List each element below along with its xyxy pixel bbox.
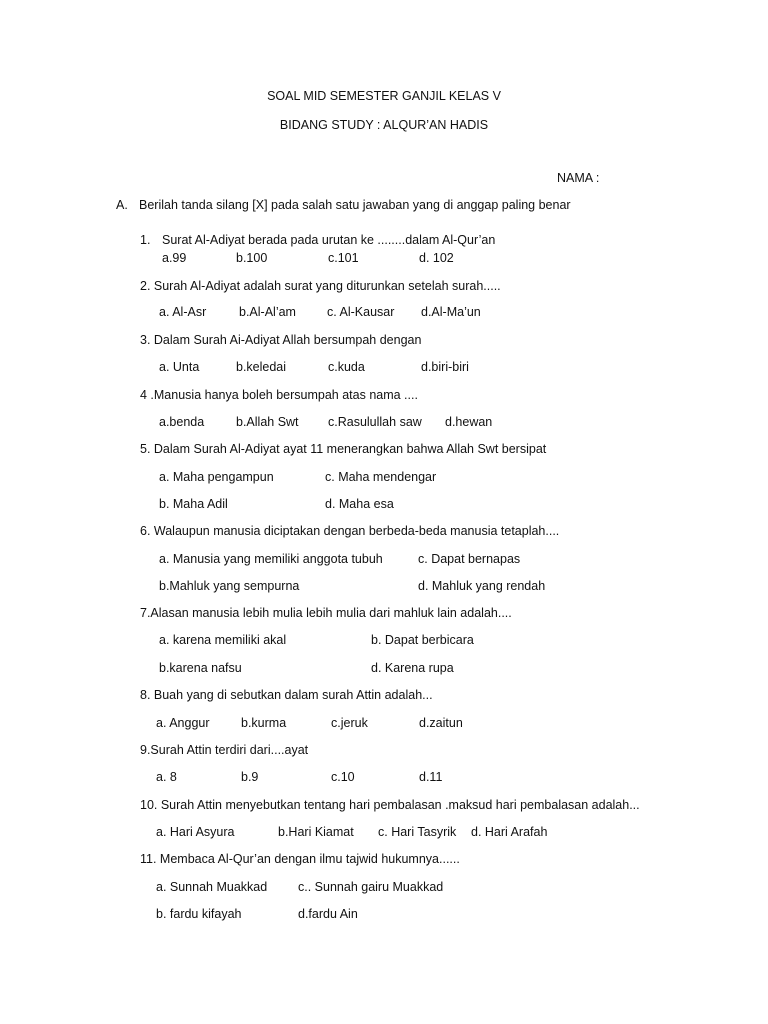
option-c[interactable]: c.jeruk	[331, 716, 368, 730]
option-b2[interactable]: b.karena nafsu	[159, 661, 242, 675]
option-b[interactable]: b.Hari Kiamat	[278, 825, 354, 839]
option-d[interactable]: d. Hari Arafah	[471, 825, 548, 839]
section-instruction: Berilah tanda silang [X] pada salah satu jawaban yang di anggap paling benar	[139, 198, 571, 212]
option-a[interactable]: a. Hari Asyura	[156, 825, 235, 839]
question-text: 7.Alasan manusia lebih mulia lebih mulia dari mahluk lain adalah....	[140, 606, 512, 620]
option-d[interactable]: d.hewan	[445, 415, 493, 429]
option-c[interactable]: c. Al-Kausar	[327, 305, 395, 319]
question-text: 9.Surah Attin terdiri dari....ayat	[140, 743, 309, 757]
option-d[interactable]: d.fardu Ain	[298, 907, 358, 921]
section-marker: A.	[116, 198, 128, 212]
option-c[interactable]: c. Hari Tasyrik	[378, 825, 457, 839]
option-b[interactable]: b. Maha Adil	[159, 497, 228, 511]
question-text: 6. Walaupun manusia diciptakan dengan berbeda-beda manusia tetaplah....	[140, 524, 560, 538]
question-text: 5. Dalam Surah Al-Adiyat ayat 11 menerangkan bahwa Allah Swt bersipat	[140, 442, 547, 456]
question-text: Surat Al-Adiyat berada pada urutan ke ........dalam Al-Qur’an	[162, 233, 496, 247]
question-text: 11. Membaca Al-Qur’an dengan ilmu tajwid hukumnya......	[140, 852, 460, 866]
exam-title: SOAL MID SEMESTER GANJIL KELAS V	[267, 89, 501, 103]
option-d[interactable]: d.zaitun	[419, 716, 463, 730]
question-text: 10. Surah Attin menyebutkan tentang hari pembalasan .maksud hari pembalasan adalah...	[140, 798, 640, 812]
option-a[interactable]: a. Unta	[159, 360, 200, 374]
option-a[interactable]: a. Manusia yang memiliki anggota tubuh	[159, 552, 383, 566]
option-a[interactable]: a. Sunnah Muakkad	[156, 880, 268, 894]
option-d[interactable]: d. Karena rupa	[371, 661, 454, 675]
question-text: 8. Buah yang di sebutkan dalam surah Attin adalah...	[140, 688, 433, 702]
option-a[interactable]: a.benda	[159, 415, 205, 429]
exam-subject: BIDANG STUDY : ALQUR’AN HADIS	[279, 118, 489, 132]
option-b[interactable]: b.100	[236, 251, 268, 265]
option-b[interactable]: b. Dapat berbicara	[371, 633, 474, 647]
option-a[interactable]: a. Al-Asr	[159, 305, 207, 319]
option-d[interactable]: d.11	[419, 770, 443, 784]
option-b[interactable]: b.Mahluk yang sempurna	[159, 579, 300, 593]
option-d[interactable]: d.biri-biri	[421, 360, 469, 374]
option-c[interactable]: c.101	[328, 251, 359, 265]
option-b[interactable]: b.9	[241, 770, 259, 784]
option-d[interactable]: d. Maha esa	[325, 497, 394, 511]
question-number: 1.	[140, 233, 151, 247]
option-b[interactable]: b.Al-Al’am	[239, 305, 296, 319]
option-c[interactable]: c.10	[331, 770, 355, 784]
name-label: NAMA :	[557, 171, 600, 185]
option-a[interactable]: a. karena memiliki akal	[159, 633, 287, 647]
option-d[interactable]: d. 102	[419, 251, 454, 265]
option-a[interactable]: a.99	[162, 251, 187, 265]
option-c[interactable]: c.. Sunnah gairu Muakkad	[298, 880, 444, 894]
option-d[interactable]: d.Al-Ma’un	[421, 305, 481, 319]
option-b[interactable]: b.kurma	[241, 716, 287, 730]
option-b[interactable]: b. fardu kifayah	[156, 907, 242, 921]
option-a[interactable]: a. Anggur	[156, 716, 210, 730]
option-c[interactable]: c. Maha mendengar	[325, 470, 437, 484]
option-c[interactable]: c.Rasulullah saw	[328, 415, 422, 429]
question-text: 2. Surah Al-Adiyat adalah surat yang diturunkan setelah surah.....	[140, 279, 501, 293]
option-c[interactable]: c.kuda	[328, 360, 365, 374]
option-a[interactable]: a. Maha pengampun	[159, 470, 274, 484]
option-b[interactable]: b.keledai	[236, 360, 287, 374]
question-text: 3. Dalam Surah Ai-Adiyat Allah bersumpah dengan	[140, 333, 422, 347]
option-c[interactable]: c. Dapat bernapas	[418, 552, 521, 566]
option-d[interactable]: d. Mahluk yang rendah	[418, 579, 546, 593]
option-a[interactable]: a. 8	[156, 770, 177, 784]
question-text: 4 .Manusia hanya boleh bersumpah atas nama ....	[140, 388, 418, 402]
option-b[interactable]: b.Allah Swt	[236, 415, 299, 429]
